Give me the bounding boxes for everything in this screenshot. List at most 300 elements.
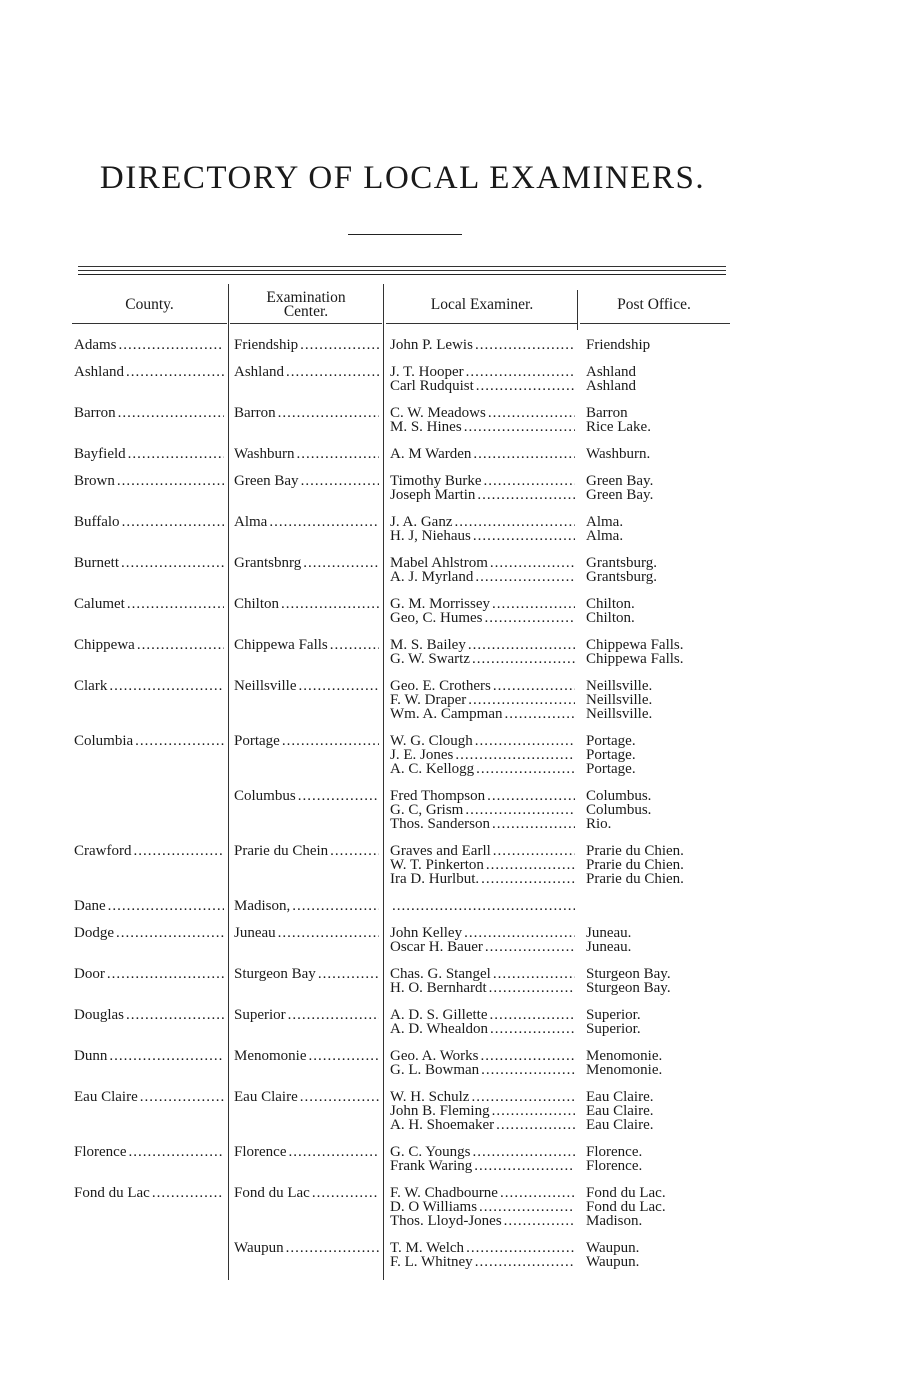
dot-leader xyxy=(466,365,575,379)
local-examiner-cell xyxy=(390,1241,575,1269)
dot-leader xyxy=(296,447,379,461)
post-office-name: Madison. xyxy=(586,1213,643,1228)
local-examiner-cell xyxy=(390,734,575,776)
local-examiner-cell xyxy=(390,926,575,954)
post-office-name: Green Bay. xyxy=(586,474,654,489)
county-cell: Douglas ..... xyxy=(74,1008,224,1022)
table-row xyxy=(0,556,900,597)
dot-leader xyxy=(493,844,575,858)
post-office-cell xyxy=(586,447,726,461)
dot-leader xyxy=(330,638,379,652)
examiner-name: D. O Williams xyxy=(390,1199,478,1215)
dot-leader xyxy=(286,1241,379,1255)
post-office-name: Rice Lake. xyxy=(586,419,651,434)
examination-center-cell: Chippewa Falls ..... xyxy=(234,638,379,652)
post-office-name: Neillsville. xyxy=(586,692,653,708)
examiner-name: John Kelley xyxy=(390,926,463,941)
dot-leader xyxy=(492,817,575,831)
table-row xyxy=(0,1186,900,1241)
post-office-cell xyxy=(586,597,726,625)
examination-center-cell: Chilton ..... xyxy=(234,597,379,611)
examiner-name: Geo. E. Crothers xyxy=(390,679,491,694)
examiner-name: Geo, C. Humes xyxy=(390,610,483,625)
post-office-name: Rio. xyxy=(586,816,612,831)
dot-leader xyxy=(504,1214,575,1228)
dot-leader xyxy=(133,844,224,858)
table-row xyxy=(0,1008,900,1049)
examiner-name: A. C. Kellogg xyxy=(390,761,475,776)
examination-center-cell: Barron ..... xyxy=(234,406,379,420)
post-office-name: Prarie du Chien. xyxy=(586,844,684,859)
dot-leader xyxy=(476,762,575,776)
dot-leader xyxy=(126,365,224,379)
dot-leader xyxy=(330,844,379,858)
examiner-name: W. H. Schulz xyxy=(390,1090,470,1105)
dot-leader xyxy=(109,679,224,693)
examiner-name: A. D. Whealdon xyxy=(390,1021,489,1036)
county-cell: Adams ..... xyxy=(74,338,224,352)
dot-leader xyxy=(479,1200,575,1214)
dot-leader xyxy=(121,556,224,570)
dot-leader xyxy=(492,597,575,611)
post-office-cell xyxy=(586,365,726,393)
local-examiner-cell xyxy=(390,967,575,995)
post-office-name: Juneau. xyxy=(586,926,632,941)
examination-center-cell: Superior ..... xyxy=(234,1008,379,1022)
examiner-name: Graves and Earll xyxy=(390,844,491,859)
post-office-name: Alma. xyxy=(586,515,624,530)
dot-leader xyxy=(481,1063,575,1077)
dot-leader xyxy=(493,679,575,693)
header-rule-center xyxy=(230,323,382,324)
local-examiner-cell xyxy=(390,515,575,543)
dot-leader xyxy=(471,1090,575,1104)
dot-leader xyxy=(127,597,224,611)
dot-leader xyxy=(107,967,224,981)
title-rule xyxy=(348,234,462,235)
table-row xyxy=(0,679,900,734)
examiner-name: M. S. Bailey xyxy=(390,638,466,653)
examiner-name: G. W. Swartz xyxy=(390,651,470,666)
examiner-name: G. L. Bowman xyxy=(390,1062,480,1077)
dot-leader xyxy=(318,967,379,981)
examiner-name: Frank Waring xyxy=(390,1158,473,1173)
post-office-name: Friendship xyxy=(586,338,651,352)
table-row xyxy=(0,638,900,679)
local-examiner-cell xyxy=(390,1186,575,1228)
dot-leader xyxy=(299,679,380,693)
post-office-cell xyxy=(586,926,726,954)
dot-leader xyxy=(475,734,575,748)
table-row xyxy=(0,338,900,365)
dot-leader xyxy=(286,365,379,379)
examiner-name: A. M Warden xyxy=(390,447,472,461)
dot-leader xyxy=(128,1145,224,1159)
post-office-name: Neillsville. xyxy=(586,679,653,694)
county-cell: Dane ..... xyxy=(74,899,224,913)
dot-leader xyxy=(109,1049,224,1063)
post-office-cell xyxy=(586,638,726,666)
examiner-name: F. L. Whitney xyxy=(390,1254,473,1269)
post-office-name: Alma. xyxy=(586,528,624,543)
post-office-name: Columbus. xyxy=(586,789,652,804)
examiner-name: W. G. Clough xyxy=(390,734,473,749)
dot-leader xyxy=(505,707,576,721)
table-row xyxy=(0,1049,900,1090)
page-title: DIRECTORY OF LOCAL EXAMINERS. xyxy=(99,160,706,196)
dot-leader xyxy=(269,515,379,529)
post-office-name: Ashland xyxy=(586,365,636,380)
post-office-name: Prarie du Chien. xyxy=(586,871,684,886)
post-office-name: Fond du Lac. xyxy=(586,1186,666,1201)
column-divider-3 xyxy=(577,290,578,330)
dot-leader xyxy=(152,1186,224,1200)
dot-leader xyxy=(486,858,575,872)
post-office-cell xyxy=(586,734,726,776)
county-cell: Fond du Lac ..... xyxy=(74,1186,224,1200)
dot-leader xyxy=(496,1118,575,1132)
dot-leader xyxy=(481,1049,575,1063)
column-header-post-office: Post Office. xyxy=(617,296,691,313)
post-office-cell xyxy=(586,515,726,543)
local-examiner-cell xyxy=(390,338,575,352)
dot-leader xyxy=(300,338,379,352)
dot-leader xyxy=(288,1008,379,1022)
dot-leader xyxy=(108,899,224,913)
post-office-name: Sturgeon Bay. xyxy=(586,980,671,995)
post-office-cell xyxy=(586,1186,726,1228)
examination-center-cell: Grantsbnrg ..... xyxy=(234,556,379,570)
dot-leader xyxy=(464,420,575,434)
dot-leader xyxy=(392,899,575,913)
dot-leader xyxy=(475,1255,575,1269)
post-office-name: Chilton. xyxy=(586,610,635,625)
post-office-name: Menomonie. xyxy=(586,1062,663,1077)
examiner-name: Wm. A. Campman xyxy=(390,706,503,721)
table-top-rules xyxy=(78,266,726,280)
examiner-name: J. T. Hooper xyxy=(390,365,464,380)
examiner-name: John P. Lewis xyxy=(390,338,473,352)
dot-leader xyxy=(300,1090,379,1104)
table-row xyxy=(0,1090,900,1145)
column-header-examination-center xyxy=(230,283,382,327)
county-cell: Buffalo ..... xyxy=(74,515,224,529)
examination-center-cell: Green Bay ..... xyxy=(234,474,379,488)
header-rule-post-office xyxy=(580,323,730,324)
examiner-name: Ira D. Hurlbut. xyxy=(390,871,480,886)
examination-center-cell: Ashland ..... xyxy=(234,365,379,379)
dot-leader xyxy=(493,967,575,981)
dot-leader xyxy=(464,926,575,940)
dot-leader xyxy=(140,1090,224,1104)
examiner-name: Chas. G. Stangel xyxy=(390,967,491,982)
county-cell: Brown ..... xyxy=(74,474,224,488)
local-examiner-cell xyxy=(390,789,575,831)
examination-center-cell: Alma ..... xyxy=(234,515,379,529)
post-office-cell xyxy=(586,406,726,434)
county-cell: Ashland ..... xyxy=(74,365,224,379)
dot-leader xyxy=(484,474,575,488)
dot-leader xyxy=(500,1186,575,1200)
header-rule-examiner xyxy=(386,323,578,324)
dot-leader xyxy=(490,1022,575,1036)
table-row xyxy=(0,1145,900,1186)
local-examiner-cell xyxy=(390,1049,575,1077)
county-cell: Clark ..... xyxy=(74,679,224,693)
county-cell: Crawford ..... xyxy=(74,844,224,858)
post-office-name: Grantsburg. xyxy=(586,556,657,571)
post-office-name: Waupun. xyxy=(586,1254,640,1269)
dot-leader xyxy=(278,406,379,420)
county-cell xyxy=(74,1241,224,1255)
dot-leader xyxy=(481,872,575,886)
dot-leader xyxy=(474,1159,575,1173)
examination-center-cell: Neillsville ..... xyxy=(234,679,379,693)
post-office-name: Sturgeon Bay. xyxy=(586,967,671,982)
examiner-name: Thos. Sanderson xyxy=(390,816,490,831)
examination-center-cell: Washburn ..... xyxy=(234,447,379,461)
header-rule-county xyxy=(72,323,227,324)
column-header-local-examiner: Local Examiner. xyxy=(430,296,534,313)
examination-center-cell: Eau Claire ..... xyxy=(234,1090,379,1104)
dot-leader xyxy=(485,940,575,954)
post-office-name: Fond du Lac. xyxy=(586,1199,666,1215)
county-cell: Florence ..... xyxy=(74,1145,224,1159)
post-office-name: Florence. xyxy=(586,1145,643,1160)
local-examiner-cell xyxy=(390,899,575,913)
dot-leader xyxy=(490,1008,576,1022)
examination-center-cell: Sturgeon Bay ..... xyxy=(234,967,379,981)
examiner-name: A. H. Shoemaker xyxy=(390,1117,495,1132)
table-row xyxy=(0,474,900,515)
examination-center-cell: Madison, ..... xyxy=(234,899,379,913)
examination-center-cell: Friendship ..... xyxy=(234,338,379,352)
post-office-cell xyxy=(586,556,726,584)
examiner-name: H. J, Niehaus xyxy=(390,528,471,543)
post-office-name: Prarie du Chien. xyxy=(586,857,684,873)
examination-center-cell: Prarie du Chein ..... xyxy=(234,844,379,858)
dot-leader xyxy=(312,1186,379,1200)
post-office-name: Portage. xyxy=(586,761,636,776)
post-office-name: Juneau. xyxy=(586,939,632,954)
dot-leader xyxy=(477,488,575,502)
post-office-name: Menomonie. xyxy=(586,1049,663,1064)
examination-center-cell: Juneau ..... xyxy=(234,926,379,940)
examination-center-cell: Columbus ..... xyxy=(234,789,379,803)
local-examiner-cell xyxy=(390,556,575,584)
local-examiner-cell xyxy=(390,679,575,721)
dot-leader xyxy=(288,1145,379,1159)
dot-leader xyxy=(116,926,224,940)
county-cell: Calumet ..... xyxy=(74,597,224,611)
post-office-name: Chippewa Falls. xyxy=(586,638,684,653)
column-header-center-line2: Center. xyxy=(283,303,329,320)
post-office-cell xyxy=(586,679,726,721)
dot-leader xyxy=(281,597,379,611)
examiner-name: A. D. S. Gillette xyxy=(390,1008,488,1023)
examiner-name: Thos. Lloyd-Jones xyxy=(390,1213,502,1228)
post-office-cell xyxy=(586,844,726,886)
dot-leader xyxy=(278,926,379,940)
dot-leader xyxy=(122,515,224,529)
examiner-name: W. T. Pinkerton xyxy=(390,857,484,873)
examiner-name: Geo. A. Works xyxy=(390,1049,479,1064)
examiner-name: Joseph Martin xyxy=(390,487,476,502)
local-examiner-cell xyxy=(390,474,575,502)
examiner-name: F. W. Draper xyxy=(390,692,467,708)
post-office-name: Grantsburg. xyxy=(586,569,657,584)
examiner-table xyxy=(0,338,900,1282)
dot-leader xyxy=(468,693,575,707)
dot-leader xyxy=(117,474,224,488)
table-row xyxy=(0,789,900,844)
post-office-cell xyxy=(586,338,726,352)
examiner-name: J. A. Ganz xyxy=(390,515,453,530)
table-row xyxy=(0,844,900,899)
dot-leader xyxy=(128,447,224,461)
county-cell: Door ..... xyxy=(74,967,224,981)
post-office-cell xyxy=(586,1241,726,1269)
post-office-name: Washburn. xyxy=(586,447,651,461)
post-office-cell xyxy=(586,1049,726,1077)
dot-leader xyxy=(488,406,575,420)
local-examiner-cell xyxy=(390,597,575,625)
post-office-name: Waupun. xyxy=(586,1241,640,1256)
dot-leader xyxy=(301,474,379,488)
dot-leader xyxy=(472,652,575,666)
dot-leader xyxy=(298,789,379,803)
post-office-name: Barron xyxy=(586,406,628,421)
dot-leader xyxy=(292,899,379,913)
examiner-name: Oscar H. Bauer xyxy=(390,939,483,954)
local-examiner-cell xyxy=(390,447,575,461)
county-cell: Columbia ..... xyxy=(74,734,224,748)
examiner-name: C. W. Meadows xyxy=(390,406,486,421)
dot-leader xyxy=(466,1241,575,1255)
post-office-cell xyxy=(586,1145,726,1173)
post-office-name: Portage. xyxy=(586,747,636,763)
dot-leader xyxy=(126,1008,224,1022)
examiner-name: Carl Rudquist xyxy=(390,378,474,393)
local-examiner-cell xyxy=(390,1090,575,1132)
county-cell xyxy=(74,789,224,803)
dot-leader xyxy=(309,1049,380,1063)
post-office-name: Neillsville. xyxy=(586,706,653,721)
examiner-name: G. C, Grism xyxy=(390,802,464,818)
post-office-cell xyxy=(586,967,726,995)
table-row xyxy=(0,597,900,638)
local-examiner-cell xyxy=(390,1145,575,1173)
dot-leader xyxy=(475,570,575,584)
post-office-name: Columbus. xyxy=(586,802,652,818)
dot-leader xyxy=(473,447,575,461)
dot-leader xyxy=(303,556,379,570)
post-office-name: Eau Claire. xyxy=(586,1090,654,1105)
post-office-cell xyxy=(586,789,726,831)
local-examiner-cell xyxy=(390,406,575,434)
dot-leader xyxy=(489,981,575,995)
local-examiner-cell xyxy=(390,844,575,886)
dot-leader xyxy=(490,556,575,570)
county-cell: Barron ..... xyxy=(74,406,224,420)
column-header-center-line1: Examination xyxy=(266,289,346,306)
dot-leader xyxy=(137,638,224,652)
table-row xyxy=(0,926,900,967)
post-office-name: Florence. xyxy=(586,1158,643,1173)
dot-leader xyxy=(472,1145,575,1159)
post-office-name: Ashland xyxy=(586,378,636,393)
examination-center-cell: Portage ..... xyxy=(234,734,379,748)
dot-leader xyxy=(282,734,379,748)
table-row xyxy=(0,734,900,789)
post-office-name: Chippewa Falls. xyxy=(586,651,684,666)
post-office-name: Eau Claire. xyxy=(586,1103,654,1119)
column-header-county: County. xyxy=(125,296,174,313)
dot-leader xyxy=(455,515,576,529)
examination-center-cell: Florence ..... xyxy=(234,1145,379,1159)
table-row xyxy=(0,447,900,474)
examiner-name: G. M. Morrissey xyxy=(390,597,490,612)
examiner-name: F. W. Chadbourne xyxy=(390,1186,498,1201)
post-office-name: Chilton. xyxy=(586,597,635,612)
dot-leader xyxy=(118,406,224,420)
county-cell: Eau Claire ..... xyxy=(74,1090,224,1104)
county-cell: Bayfield ..... xyxy=(74,447,224,461)
table-row xyxy=(0,406,900,447)
examination-center-cell: Menomonie ..... xyxy=(234,1049,379,1063)
examiner-name: H. O. Bernhardt xyxy=(390,980,487,995)
county-cell: Burnett ..... xyxy=(74,556,224,570)
county-cell: Chippewa ..... xyxy=(74,638,224,652)
examiner-name: Timothy Burke xyxy=(390,474,482,489)
dot-leader xyxy=(135,734,224,748)
local-examiner-cell xyxy=(390,365,575,393)
dot-leader xyxy=(468,638,575,652)
table-row xyxy=(0,967,900,1008)
table-row xyxy=(0,515,900,556)
post-office-name: Eau Claire. xyxy=(586,1117,654,1132)
examiner-name: Fred Thompson xyxy=(390,789,486,804)
post-office-cell xyxy=(586,1090,726,1132)
post-office-name: Superior. xyxy=(586,1021,641,1036)
dot-leader xyxy=(475,338,575,352)
post-office-cell xyxy=(586,1008,726,1036)
post-office-name: Portage. xyxy=(586,734,636,749)
post-office-cell xyxy=(586,899,726,913)
dot-leader xyxy=(465,803,575,817)
dot-leader xyxy=(119,338,225,352)
table-row xyxy=(0,1241,900,1282)
dot-leader xyxy=(473,529,575,543)
examiner-name: John B. Fleming xyxy=(390,1103,490,1119)
examination-center-cell: Waupun ..... xyxy=(234,1241,379,1255)
local-examiner-cell xyxy=(390,1008,575,1036)
table-row xyxy=(0,365,900,406)
examiner-name: Mabel Ahlstrom xyxy=(390,556,488,571)
examination-center-cell: Fond du Lac ..... xyxy=(234,1186,379,1200)
examiner-name: T. M. Welch xyxy=(390,1241,465,1256)
examiner-name: M. S. Hines xyxy=(390,419,462,434)
examiner-name: J. E. Jones xyxy=(390,747,454,763)
post-office-name: Superior. xyxy=(586,1008,641,1023)
dot-leader xyxy=(487,789,575,803)
county-cell: Dodge ..... xyxy=(74,926,224,940)
post-office-name: Green Bay. xyxy=(586,487,654,502)
examiner-name: G. C. Youngs xyxy=(390,1145,471,1160)
table-row xyxy=(0,899,900,926)
dot-leader xyxy=(485,611,576,625)
dot-leader xyxy=(476,379,575,393)
